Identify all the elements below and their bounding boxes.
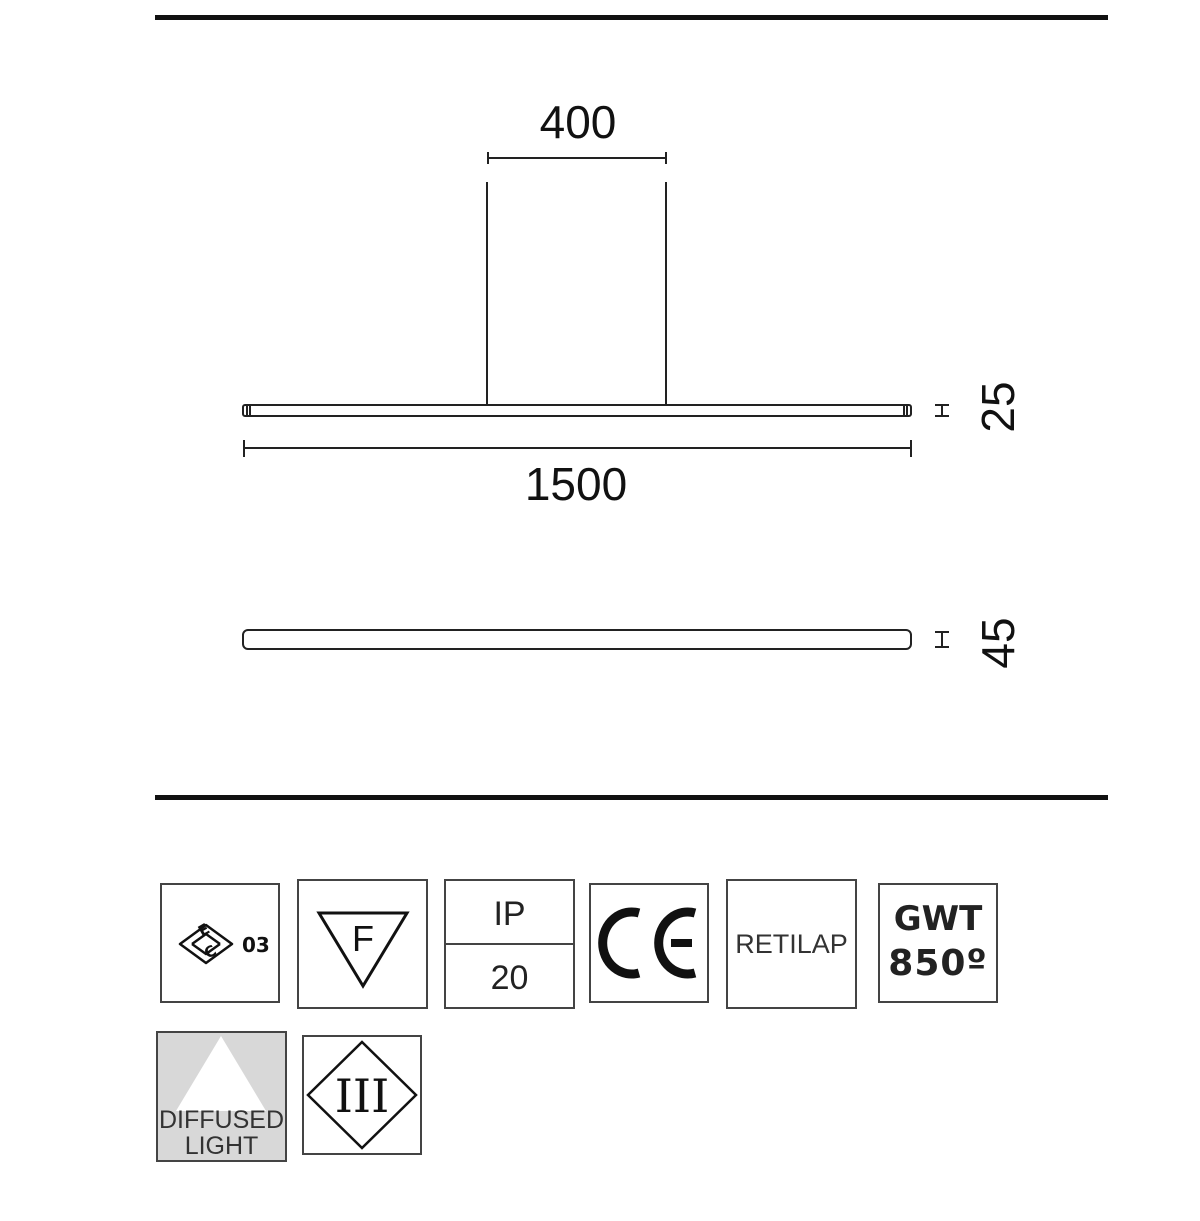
gwt-label: GWT [893, 899, 983, 939]
ip-rating-badge [444, 879, 575, 1009]
retilap-label: RETILAP [735, 929, 848, 959]
gwt-badge [878, 883, 998, 1003]
ip-divider [446, 943, 573, 945]
retilap-badge [726, 879, 857, 1009]
diffused-line-2: LIGHT [184, 1132, 259, 1160]
rod-spacing-dimension [488, 152, 666, 164]
ce-badge [589, 883, 709, 1003]
front-height-label: 45 [972, 617, 1024, 669]
ip-value: 20 [490, 959, 529, 997]
luminaire-front-view [243, 630, 911, 649]
f-triangle-icon [299, 881, 426, 1007]
enec-badge [160, 883, 280, 1003]
diffused-line-1: DIFFUSED [159, 1106, 284, 1134]
length-dimension [244, 440, 911, 457]
gwt-temperature: 850º [888, 943, 988, 984]
front-height-marker [935, 632, 949, 647]
class-iii-diamond-icon [304, 1037, 420, 1153]
side-height-marker [935, 405, 949, 416]
f-mark-badge [297, 879, 428, 1009]
class-iii-badge [302, 1035, 422, 1155]
class-iii-label: III [334, 1069, 390, 1123]
ce-mark-icon [591, 885, 707, 1001]
svg-text:E: E [195, 919, 213, 941]
side-height-label: 25 [972, 381, 1024, 433]
diffused-light-badge [156, 1031, 287, 1162]
enec-number: 03 [242, 933, 270, 957]
svg-text:C: C [201, 941, 220, 963]
luminaire-side-view [243, 405, 911, 416]
rod-spacing-label: 400 [539, 96, 617, 148]
f-mark-letter: F [352, 918, 374, 959]
diffused-light-icon [158, 1033, 285, 1113]
length-label: 1500 [524, 458, 628, 510]
enec-mark-icon [162, 885, 278, 1001]
ip-label: IP [493, 895, 526, 933]
